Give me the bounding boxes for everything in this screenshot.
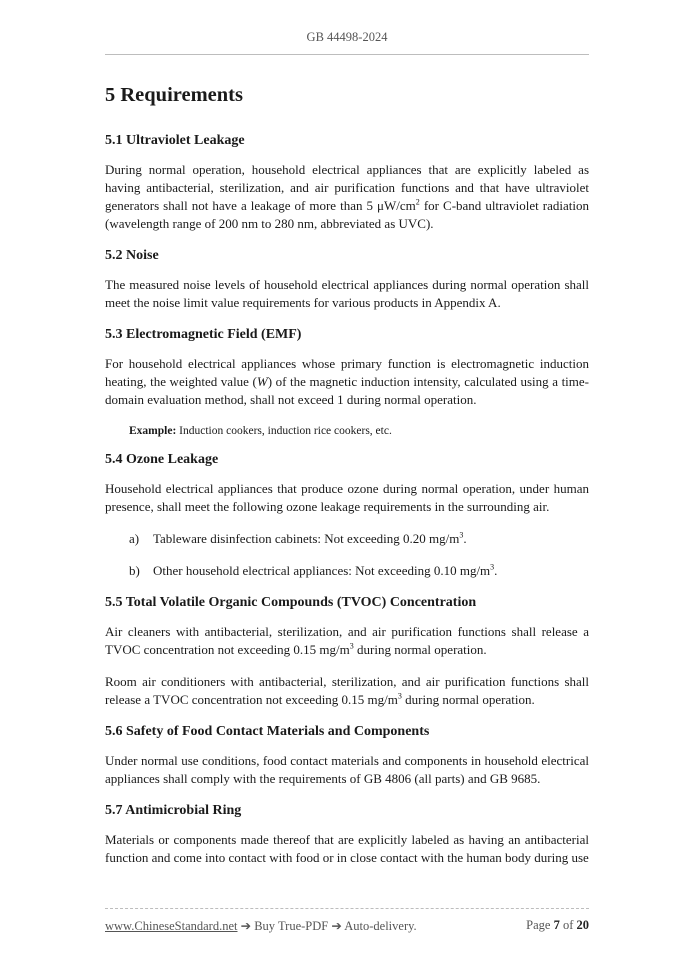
superscript: 3 <box>459 530 464 540</box>
section-title: 5 Requirements <box>105 84 243 106</box>
text: For household electrical appliances whose primary function is electromagnetic induction heating, the weighted value ( <box>105 356 589 389</box>
list-label: a) <box>129 531 140 546</box>
heading-5-1: 5.1 Ultraviolet Leakage <box>105 133 245 148</box>
running-header: GB 44498-2024 <box>306 30 388 44</box>
superscript: 3 <box>397 691 402 701</box>
page-total: 20 <box>576 918 589 932</box>
page-footer <box>105 918 589 934</box>
text: Room air conditioners with antibacterial, sterilization, and air purification functions shall release a TVOC concentration not exceeding 0.15 mg/m <box>105 674 589 707</box>
paragraph-5-2: The measured noise levels of household electrical appliances during normal operation shall meet the noise limit value requirements for various products in Appendix A. <box>105 277 589 310</box>
superscript: 3 <box>490 562 495 572</box>
heading-5-4: 5.4 Ozone Leakage <box>105 452 219 467</box>
list-item <box>129 562 589 580</box>
paragraph-5-4: Household electrical appliances that produce ozone during normal operation, under human presence, shall meet the following ozone leakage requirements in the surrounding air. <box>105 481 589 514</box>
footer-divider <box>105 908 589 909</box>
header-divider <box>105 54 589 55</box>
heading-5-3: 5.3 Electromagnetic Field (EMF) <box>105 327 302 342</box>
text: during normal operation. <box>353 642 487 657</box>
paragraph-5-3 <box>105 355 589 409</box>
paragraph-5-6: Under normal use conditions, food contact materials and components in household electrical appliances shall comply with the requirements of GB 4806 (all parts) and GB 9685. <box>105 753 589 786</box>
superscript: 3 <box>349 641 354 651</box>
list-label: b) <box>129 563 140 578</box>
heading-5-6: 5.6 Safety of Food Contact Materials and Components <box>105 724 430 739</box>
text: for C-band ultraviolet radiation (wavelength range of 200 nm to 280 nm, abbreviated as UVC). <box>105 198 589 231</box>
text: Tableware disinfection cabinets: Not exceeding 0.20 mg/m <box>153 531 460 546</box>
paragraph-5-5-b <box>105 673 589 709</box>
paragraph-5-7: Materials or components made thereof that are explicitly labeled as having an antibacterial function and come into contact with food or in close contact with the human body during use <box>105 832 589 865</box>
heading-5-2: 5.2 Noise <box>105 248 159 263</box>
text: . <box>463 531 467 546</box>
heading-5-7: 5.7 Antimicrobial Ring <box>105 803 242 818</box>
example-label: Example: <box>129 425 177 437</box>
promo-text: ➔ Buy True-PDF ➔ Auto-delivery. <box>237 919 417 933</box>
text: ) of the magnetic induction intensity, calculated using a time-domain evaluation method, shall not exceed 1 during normal operation. <box>105 374 589 407</box>
page-indicator <box>526 918 589 934</box>
site-link[interactable]: www.ChineseStandard.net <box>105 919 238 933</box>
paragraph-5-1 <box>105 161 589 233</box>
page-prefix: Page <box>526 918 554 932</box>
example-note <box>129 423 589 439</box>
page-number: 7 <box>553 918 560 932</box>
text: During normal operation, household electrical appliances that are explicitly labeled as having antibacterial, sterilization, and air purification functions and that have ultraviolet generators shall not have a leakage of more than 5 μW/cm <box>105 162 589 213</box>
footer-promo <box>105 918 417 934</box>
page-body <box>105 82 589 881</box>
heading-5-5: 5.5 Total Volatile Organic Compounds (TVOC) Concentration <box>105 595 477 610</box>
list-item <box>129 530 589 548</box>
text: Other household electrical appliances: Not exceeding 0.10 mg/m <box>153 563 491 578</box>
page-of: of <box>559 918 577 932</box>
example-text: Induction cookers, induction rice cookers, etc. <box>176 425 392 437</box>
superscript: 2 <box>415 197 420 207</box>
text: . <box>494 563 498 578</box>
text: during normal operation. <box>401 692 535 707</box>
paragraph-5-5-a <box>105 623 589 659</box>
text: Air cleaners with antibacterial, sterilization, and air purification functions shall release a TVOC concentration not exceeding 0.15 mg/m <box>105 624 589 657</box>
symbol-w: W <box>256 374 268 389</box>
list-text <box>153 530 467 548</box>
list-text <box>153 562 497 580</box>
